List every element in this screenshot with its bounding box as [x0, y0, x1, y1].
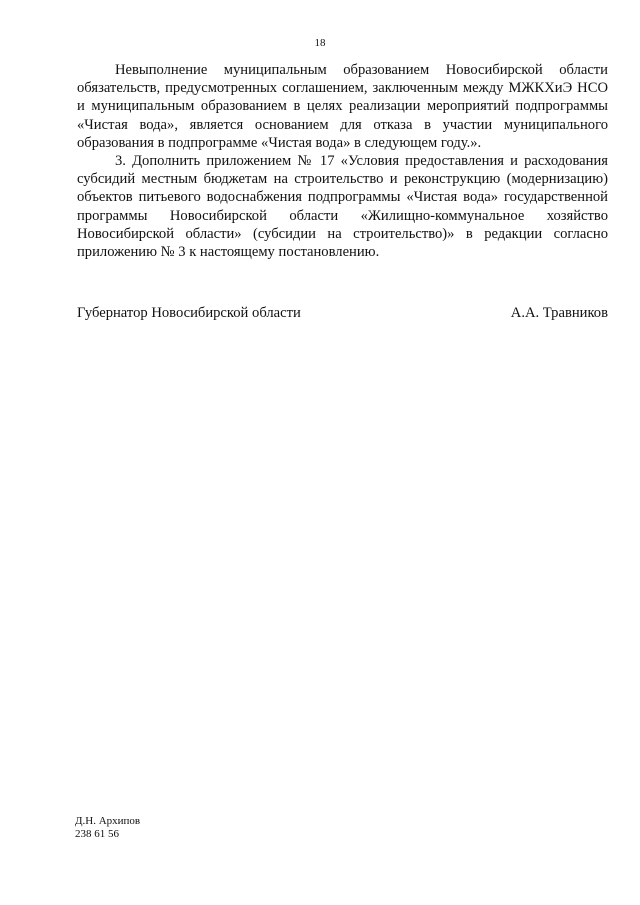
page-number: 18 — [314, 37, 326, 49]
paragraph-nonfulfillment: Невыполнение муниципальным образованием Новосибирской области обязательств, предусмотренных соглашением, заключенным между МЖКХиЭ НСО и муниципальным образованием в целях реализации мероприятий подпрограммы «Чистая вода», является основанием для отказа в участии муниципального образования в подпрограмме «Чистая вода» в следующем году.». — [77, 62, 608, 151]
signatory-position: Губернатор Новосибирской области — [77, 305, 301, 321]
executor-footer — [75, 815, 140, 841]
document-body — [77, 61, 608, 261]
executor-name: Д.Н. Архипов — [75, 815, 141, 827]
signature-block — [77, 304, 608, 322]
signatory-name: А.А. Травников — [510, 305, 608, 321]
executor-phone: 238 61 56 — [75, 828, 119, 840]
paragraph-item-3: 3. Дополнить приложением № 17 «Условия предоставления и расходования субсидий местным бюджетам на строительство и реконструкцию (модернизацию) объектов питьевого водоснабжения подпрограммы «Чистая вода» государственной программы Новосибирской области «Жилищно-коммунальное хозяйство Новосибирской области» (субсидии на строительство)» в редакции согласно приложению № 3 к настоящему постановлению. — [77, 153, 608, 261]
